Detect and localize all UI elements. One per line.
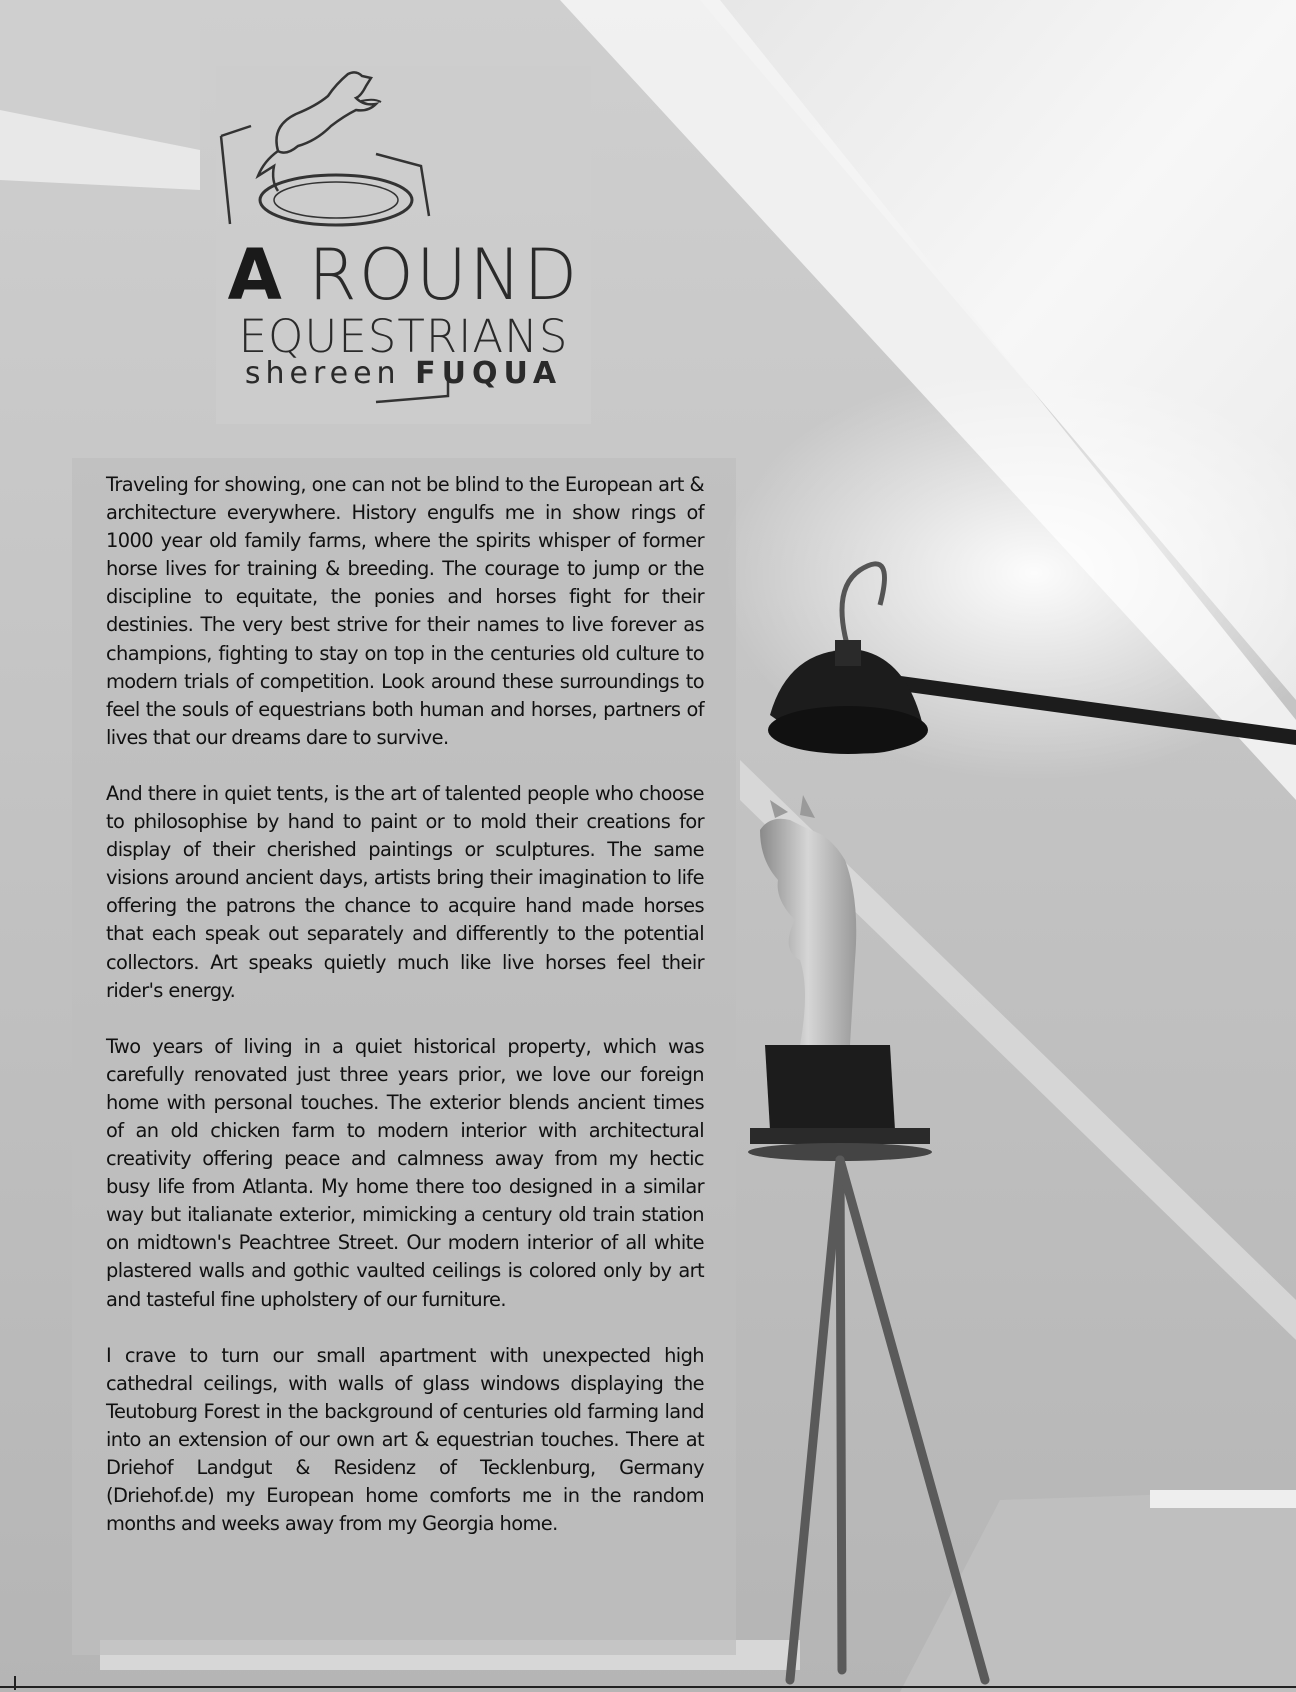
article-paragraph: Traveling for showing, one can not be blind to the European art & architecture everywhere. History engulfs me in show rings of 1000 year old family farms, where the spirits whisper of former horse lives for training & breeding. The courage to jump or the discipline to equitate, the ponies and horses fight for their destinies. The very best strive for their names to live forever as champions, fighting to stay on top in the centuries old culture to modern trials of competition. Look around these surroundings to feel the souls of equestrians both human and horses, partners of lives that our dreams dare to survive. [106,473,704,749]
article-paragraph: And there in quiet tents, is the art of talented people who choose to philosophise by hand to paint or to mold their creations for display of their cherished paintings or sculptures. The same visions around ancient days, artists bring their imagination to life offering the patrons the chance to acquire hand made horses that each speak out separately and differently to the potential collectors. Art speaks quietly much like live horses feel their rider's energy. [106,781,704,1002]
logo-title: A ROUND [227,234,580,316]
bottom-tick [14,1676,16,1690]
bottom-rule [0,1686,1296,1688]
article-paragraph: Two years of living in a quiet historical property, which was carefully renovated just three years prior, we love our foreign home with personal touches. The exterior blends ancient times of an old chicken farm to modern interior with architectural creativity offering peace and calmness away from my hectic busy life from Atlanta. My home there too designed in a similar way but italianate exterior, mimicking a century old train station on midtown's Peachtree Street. Our modern interior of all white plastered walls and gothic vaulted ceilings is colored only by art and tasteful fine upholstery of our furniture. [106,1034,704,1311]
logo-block [216,66,591,424]
logo-author: shereen FUQUA [244,356,563,391]
article-paragraph: I crave to turn our small apartment with unexpected high cathedral ceilings, with walls of glass windows displaying the Teutoburg Forest in the background of centuries old farming land into an extension of our own art & equestrian touches. There at Driehof Landgut & Residenz of Tecklenburg, Germany (Driehof.de) my European home comforts me in the random months and weeks away from my Georgia home. [106,1343,704,1536]
article-body [106,471,704,1538]
logo-subtitle: EQUESTRIANS [238,310,569,363]
